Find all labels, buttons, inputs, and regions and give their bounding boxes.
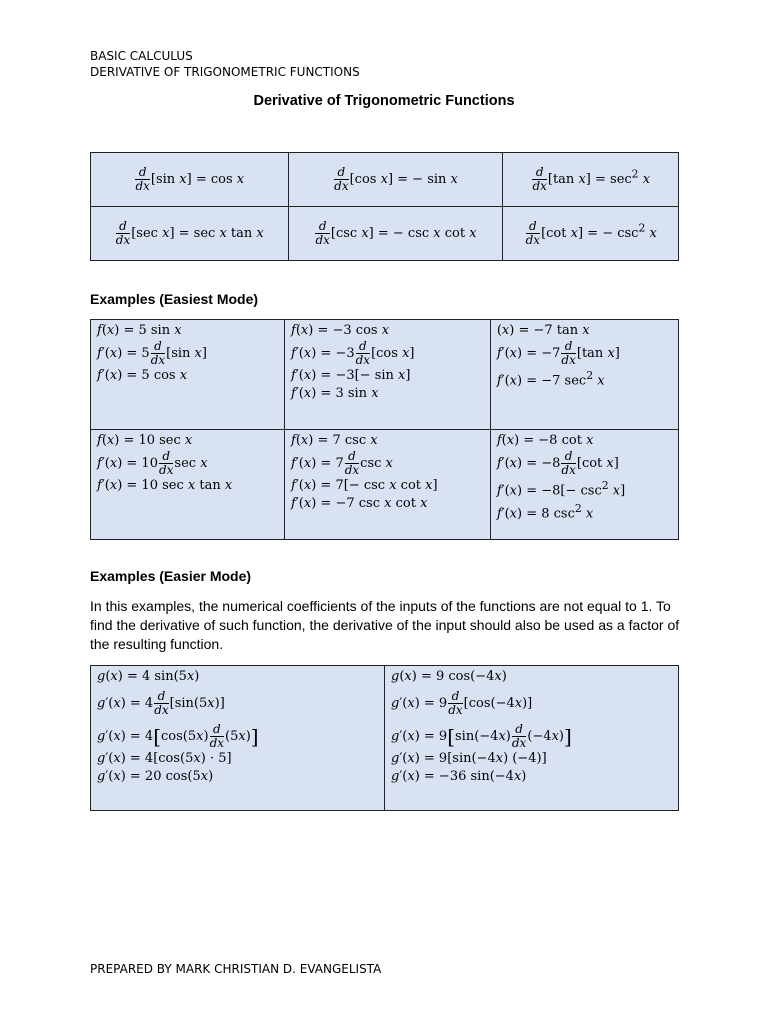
easiest-heading: Examples (Easiest Mode) [90, 291, 259, 307]
rule-formula: $\frac{d}{dx}$ [csc x] = − csc x cot x [315, 219, 477, 247]
footer-author: PREPARED BY MARK CHRISTIAN D. EVANGELISTA [90, 962, 382, 976]
easier-paragraph: In this examples, the numerical coefficients of the inputs of the functions are not equal to 1. To find the derivative of such function, the derivative of the input should also be used as a factor of the resulting function. [90, 598, 680, 652]
rule-formula: $\frac{d}{dx}$ [sin x] = cos x [135, 165, 245, 193]
rule-formula: $\frac{d}{dx}$ [sec x] = sec x tan x [115, 219, 264, 247]
easier-examples-table [90, 665, 679, 811]
example-cell: (x) = −7 tan x f′(x) = −7 $\frac{d}{dx}$ [tan x] f′(x) = −7 $\sec^2 x$ [490, 320, 678, 430]
example-cell: f(x) = −8 cot x f′(x) = −8 $\frac{d}{dx}$ [cot x] $f'(x) = -8[- \csc^2 x]$ f′(x) = 8 $\csc^2 x$ [490, 430, 678, 540]
rule-cell [503, 153, 679, 207]
rule-formula: $\frac{d}{dx}$ [tan $x] = \sec^2 x$ [532, 165, 651, 193]
easier-heading: Examples (Easier Mode) [90, 568, 252, 584]
header-course: BASIC CALCULUS [90, 49, 193, 63]
rule-cell [91, 153, 289, 207]
example-cell: f(x) = 10 sec x f′(x) = 10 $\frac{d}{dx}$ sec x f′(x) = 10 sec x tan x [91, 430, 285, 540]
rule-cell [503, 207, 679, 261]
rule-cell [288, 153, 503, 207]
rule-formula: $\frac{d}{dx}$ [cos x] = − sin x [334, 165, 458, 193]
easiest-examples-table [90, 319, 679, 540]
rule-formula: $\frac{d}{dx}$ [cot x] = − $\csc^2 x$ [525, 219, 657, 247]
rules-table [90, 152, 679, 261]
example-cell: f(x) = −3 cos x f′(x) = −3 $\frac{d}{dx}$ [cos x] f′(x) = −3[− sin x] f′(x) = 3 sin x [285, 320, 491, 430]
example-cell: f(x) = 7 csc x f′(x) = 7 $\frac{d}{dx}$ csc x f′(x) = 7[− csc x cot x] f′(x) = −7 csc x cot x [285, 430, 491, 540]
header-topic: DERIVATIVE OF TRIGONOMETRIC FUNCTIONS [90, 65, 360, 79]
rule-cell [91, 207, 289, 261]
example-cell: f(x) = 5 sin x f′(x) = 5 $\frac{d}{dx}$ [sin x] f′(x) = 5 cos x [91, 320, 285, 430]
page-title: Derivative of Trigonometric Functions [253, 93, 515, 109]
example-cell: g(x) = 4 sin(5x) g′(x) = 4 $\frac{d}{dx}$ [sin(5x)] g′(x) = 4[cos(5x) $\frac{d}{dx}$ (5x)] g′(x) = 4[cos(5x) · 5] g′(x) = 20 cos(5x) [91, 666, 385, 811]
example-cell: g(x) = 9 cos(−4x) g′(x) = 9 $\frac{d}{dx}$ [cos(−4x)] g′(x) = 9[sin(−4x) $\frac{d}{dx}$ (−4x)] g′(x) = 9[sin(−4x) (−4)] g′(x) = −36 sin(−4x) [385, 666, 679, 811]
rule-cell [288, 207, 503, 261]
